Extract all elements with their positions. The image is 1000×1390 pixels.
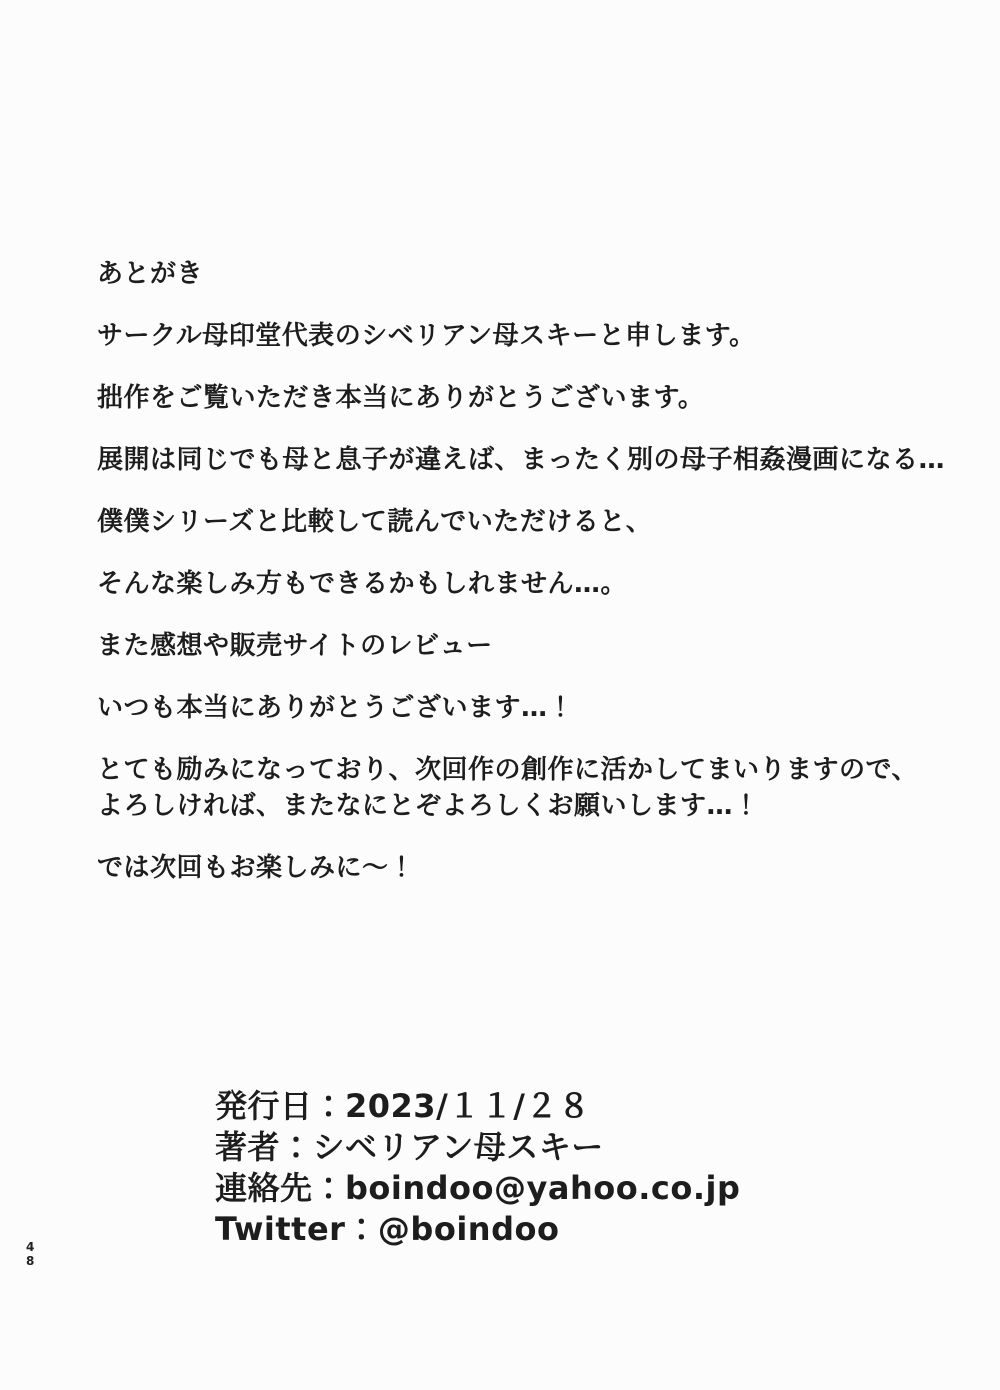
afterword-paragraph bbox=[97, 442, 1000, 478]
afterword-line: 僕僕シリーズと比較して読んでいただけると、 bbox=[97, 507, 653, 537]
afterword-title-paragraph bbox=[97, 256, 1000, 292]
afterword-line: 拙作をご覧いただき本当にありがとうございます。 bbox=[97, 383, 705, 413]
afterword-line: よろしければ、またなにとぞよろしくお願いします…！ bbox=[97, 791, 760, 821]
afterword-paragraph bbox=[97, 628, 1000, 664]
afterword-paragraph bbox=[97, 504, 1000, 540]
colophon-author: 著者：シベリアン母スキー bbox=[215, 1128, 604, 1166]
afterword-line: そんな楽しみ方もできるかもしれません…。 bbox=[97, 569, 628, 599]
afterword-paragraph bbox=[97, 380, 1000, 416]
page-number: 48 bbox=[26, 1240, 35, 1268]
colophon-publish-date: 発行日：2023/１１/２８ bbox=[215, 1087, 591, 1125]
colophon-contact-email: 連絡先：boindoo@yahoo.co.jp bbox=[215, 1169, 741, 1207]
afterword-line: では次回もお楽しみに〜！ bbox=[97, 853, 416, 883]
afterword-line: サークル母印堂代表のシベリアン母スキーと申します。 bbox=[97, 321, 756, 351]
afterword-paragraph bbox=[97, 850, 1000, 886]
afterword-text-block bbox=[97, 256, 1000, 912]
afterword-paragraph bbox=[97, 566, 1000, 602]
colophon-block bbox=[215, 1086, 740, 1250]
afterword-line: いつも本当にありがとうございます…！ bbox=[97, 693, 575, 723]
afterword-line: また感想や販売サイトのレビュー bbox=[97, 631, 493, 661]
colophon-twitter-handle: Twitter：@boindoo bbox=[215, 1210, 560, 1248]
afterword-paragraph bbox=[97, 690, 1000, 726]
afterword-title: あとがき bbox=[97, 259, 204, 289]
afterword-line: とても励みになっており、次回作の創作に活かしてまいりますので、 bbox=[97, 755, 918, 785]
afterword-paragraph bbox=[97, 318, 1000, 354]
afterword-paragraph bbox=[97, 752, 1000, 824]
afterword-line: 展開は同じでも母と息子が違えば、まったく別の母子相姦漫画になる… bbox=[97, 445, 946, 475]
